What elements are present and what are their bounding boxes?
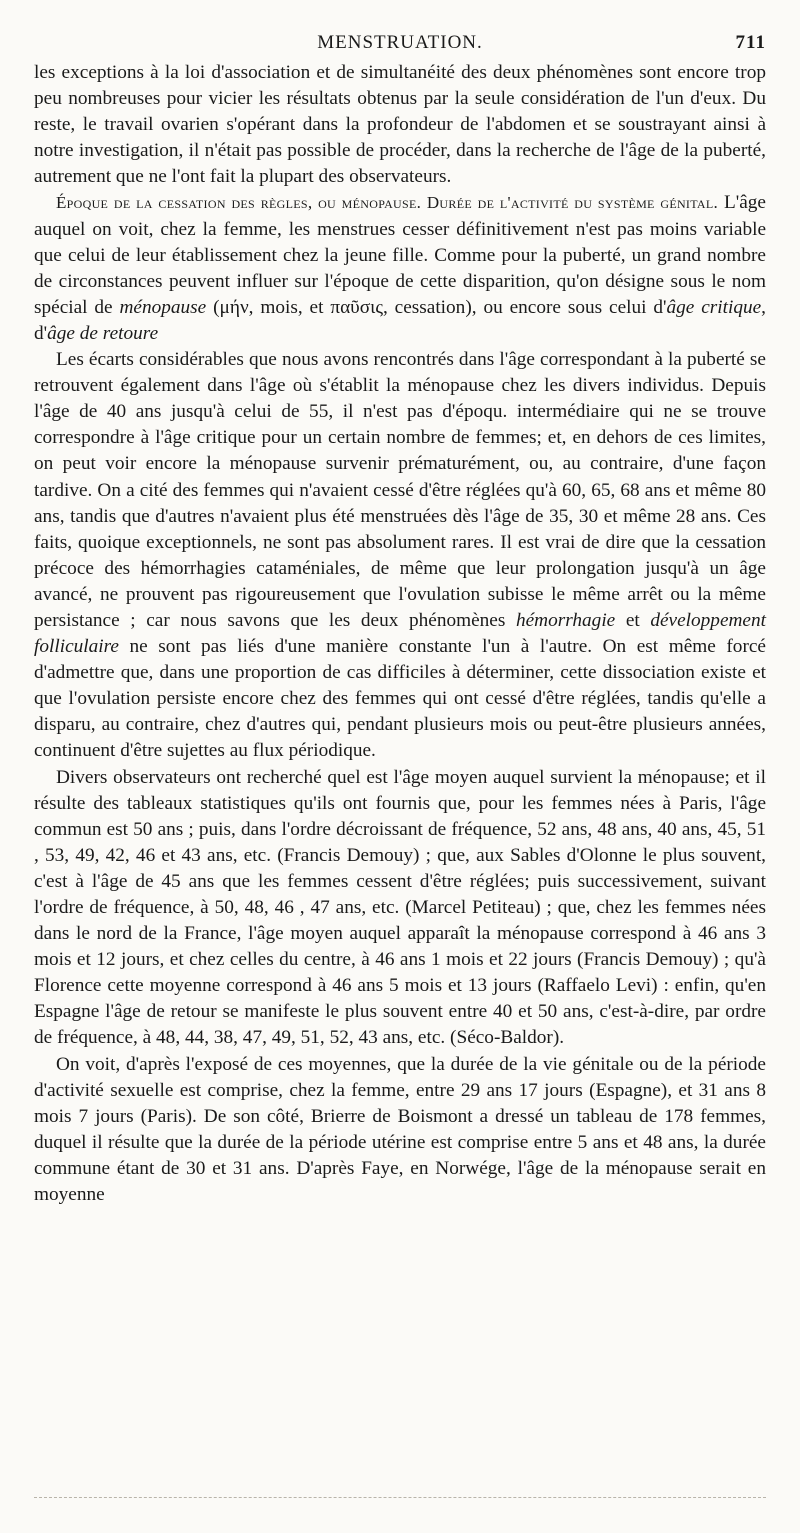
bottom-print-marks <box>34 1497 766 1498</box>
paragraph-2 <box>34 190 766 347</box>
term-age-de-retour: âge de retoure <box>47 322 159 344</box>
paragraph-5: On voit, d'après l'exposé de ces moyennes, que la durée de la vie génitale ou de la période d'activité sexuelle est comprise, chez la femme, entre 29 ans 17 jours (Espagne), et 31 ans 8 mois 7 jours (Paris). De son côté, Brierre de Boismont a dressé un tableau de 178 femmes, duquel il résulte que la durée de la période utérine est comprise entre 5 ans et 48 ans, la durée commune étant de 30 et 31 ans. D'après Faye, en Norwége, l'âge de la ménopause serait en moyenne <box>34 1053 766 1206</box>
paragraph-1: les exceptions à la loi d'association et de simultanéité des deux phénomènes sont encore trop peu nombreuses pour vicier les résultats obtenus par la seule considération de l'un d'eux. Du reste, le travail ovarien s'opérant dans la profondeur de l'abdomen et se soustrayant ainsi à notre investigation, il n'était pas possible de procéder, dans la recherche de l'âge de la puberté, autrement que ne l'ont fait la plupart des observateurs. <box>34 62 766 188</box>
running-title: MENSTRUATION. <box>317 32 483 53</box>
running-head <box>34 26 766 60</box>
section-heading: Époque de la cessation des règles, ou ménopause. Durée de l'activité du système génital. <box>56 193 719 213</box>
term-hemorrhagie: hémorrhagie <box>515 609 616 631</box>
paragraph-4: Divers observateurs ont recherché quel est l'âge moyen auquel survient la ménopause; et il résulte des tableaux statistiques qu'ils ont fournis que, pour les femmes nées à Paris, l'âge commun est 50 ans ; puis, dans l'ordre décroissant de fréquence, 52 ans, 48 ans, 40 ans, 45, 51 , 53, 49, 42, 46 et 43 ans, etc. (Francis Demouy) ; que, aux Sables d'Olonne le plus souvent, c'est à l'âge de 45 ans que les femmes cessent d'être réglées; puis successivement, suivant l'ordre de fréquence, à 50, 48, 46 , 47 ans, etc. (Marcel Petiteau) ; que, chez les femmes nées dans le nord de la France, l'âge moyen auquel apparaît la ménopause correspond à 46 ans 3 mois et 12 jours, et chez celles du centre, à 46 ans 1 mois et 22 jours (Francis Demouy) ; qu'à Florence cette moyenne correspond à 46 ans 5 mois et 13 jours (Raffaelo Levi) : enfin, qu'en Espagne l'âge de retour se manifeste le plus souvent entre 40 et 50 ans, c'est-à-dire, par ordre de fréquence, à 48, 44, 38, 47, 49, 51, 52, 43 ans, etc. (Séco-Baldor). <box>34 766 766 1049</box>
paragraph-3-text-1: Les écarts considérables que nous avons rencontrés dans l'âge correspondant à la puberté se retrouvent également dans l'âge où s'établit la ménopause chez les divers individus. Depuis l'âge de 40 ans jusqu'à celui de 55, il n'est pas d'époqu. intermédiaire qui ne se trouve correspondre à l'âge critique pour un certain nombre de femmes; et, en dehors de ces limites, on peut voir encore la ménopause survenir prématurément, ou, au contraire, d'une façon tardive. On a cité des femmes qui n'avaient cessé d'être réglées qu'à 60, 65, 68 ans et même 80 ans, tandis que d'autres n'avaient plus été menstruées dès l'âge de 35, 30 et même 28 ans. Ces faits, quoique exceptionnels, ne sont pas absolument rares. Il est vrai de dire que la cessation précoce des hémorrhagies cataméniales, de même que leur prolongation jusqu'à un âge avancé, ne prouvent pas rigoureusement que l'ovulation subisse le même arrêt ou la même persistance ; car nous savons que les deux phénomènes <box>34 349 766 631</box>
paragraph-3 <box>34 347 766 765</box>
body-text <box>34 60 766 1208</box>
paragraph-3-text-2: et <box>615 609 651 631</box>
paragraph-2-text-2: (μήν, mois, et παῦσις, cessation), ou encore sous celui d' <box>206 296 667 318</box>
paragraph-2-text-3: , d' <box>34 296 766 344</box>
term-menopause: ménopause <box>119 296 207 318</box>
term-developpement-folliculaire: développement folliculaire <box>34 609 766 658</box>
paragraph-2-text-1: L'âge auquel on voit, chez la femme, les menstrues cesser définitivement n'est pas moins variable que celui de leur établissement chez la jeune fille. Comme pour la puberté, un grand nombre de circonstances peuvent influer sur l'époque de cette disparition, qu'on désigne sous le nom spécial de <box>34 192 766 318</box>
page-number: 711 <box>735 32 766 53</box>
term-age-critique: âge critique <box>666 296 762 318</box>
paragraph-3-text-3: ne sont pas liés d'une manière constante l'un à l'autre. On est même forcé d'admettre que, dans une proportion de cas difficiles à déterminer, cette dissociation existe et que l'ovulation persiste encore chez des femmes qui ont cessé d'être réglées, tandis qu'elle a disparu, au contraire, chez d'autres qui, pendant plusieurs mois ou peut-être plusieurs années, continuent d'être sujettes au flux périodique. <box>34 636 766 762</box>
book-page <box>34 26 766 1208</box>
